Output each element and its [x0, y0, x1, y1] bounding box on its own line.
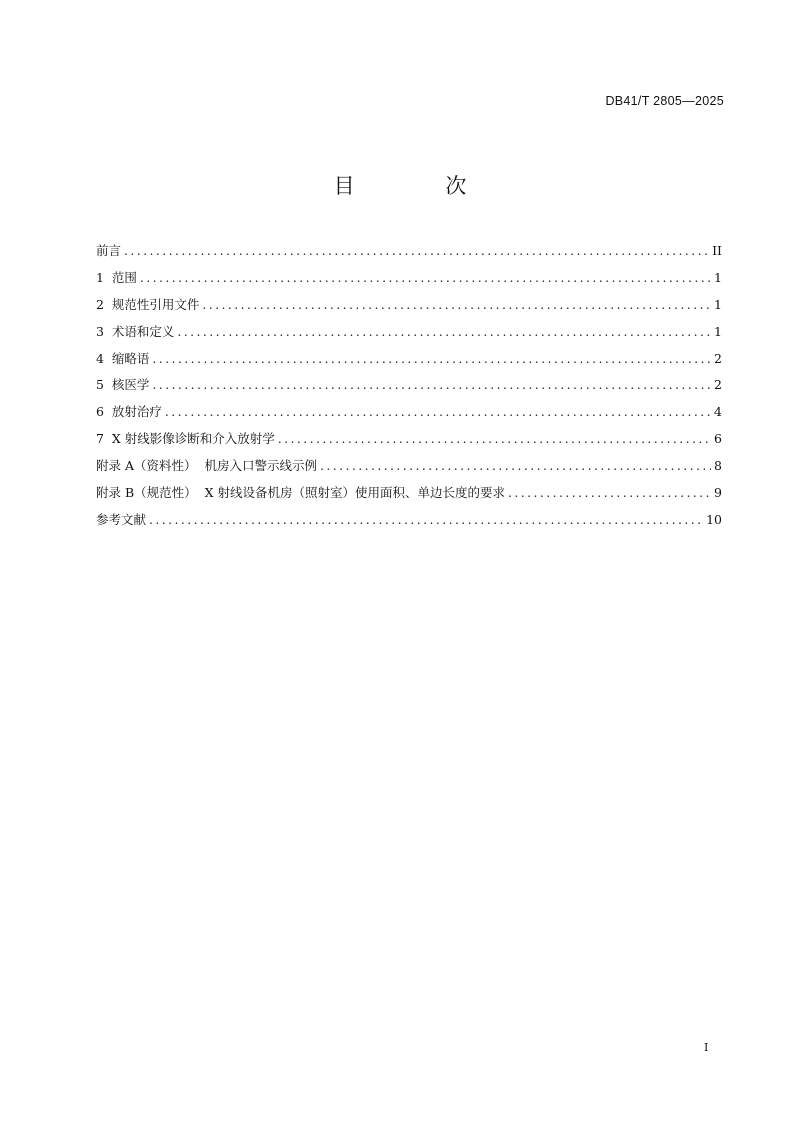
toc-leader-dots	[320, 458, 711, 473]
toc-entry-title: 5 核医学	[96, 377, 150, 393]
toc-entry-radiotherapy[interactable]	[96, 402, 722, 429]
toc-entry-foreword[interactable]	[96, 241, 722, 268]
toc-entry-title: 附录 A（资料性） 机房入口警示线示例	[96, 458, 317, 474]
toc-leader-dots	[152, 351, 711, 366]
page-title: 目 次	[333, 174, 509, 198]
table-of-contents	[96, 241, 722, 537]
page-number: I	[704, 1041, 709, 1054]
toc-entry-annex-b[interactable]	[96, 483, 722, 510]
toc-entry-title: 2 规范性引用文件	[96, 296, 200, 312]
toc-entry-normative-references[interactable]	[96, 295, 722, 322]
toc-entry-terms-definitions[interactable]	[96, 322, 722, 349]
toc-leader-dots	[202, 297, 711, 312]
toc-entry-title: 3 术语和定义	[96, 323, 175, 339]
toc-entry-title: 参考文献	[96, 511, 147, 527]
toc-entry-bibliography[interactable]	[96, 510, 722, 537]
toc-leader-dots	[140, 270, 711, 285]
toc-entry-title: 1 范围	[96, 269, 137, 285]
toc-entry-title: 6 放射治疗	[96, 404, 162, 420]
toc-entry-title: 4 缩略语	[96, 350, 150, 366]
toc-entry-page: 9	[714, 485, 722, 501]
toc-leader-dots	[278, 431, 711, 446]
toc-entry-page: 10	[706, 511, 722, 527]
toc-entry-page: 6	[714, 431, 722, 447]
toc-entry-xray-imaging[interactable]	[96, 429, 722, 456]
toc-entry-nuclear-medicine[interactable]	[96, 375, 722, 402]
document-code: DB41/T 2805—2025	[605, 94, 724, 108]
toc-entry-page: 8	[714, 458, 722, 474]
toc-entry-title: 附录 B（规范性） X 射线设备机房（照射室）使用面积、单边长度的要求	[96, 485, 505, 501]
toc-entry-title: 前言	[96, 243, 122, 258]
toc-entry-page: 1	[714, 269, 722, 285]
toc-entry-page: 1	[714, 323, 722, 339]
toc-entry-page: 4	[714, 404, 722, 420]
toc-entry-page: 2	[714, 350, 722, 366]
toc-leader-dots	[508, 485, 711, 500]
toc-entry-abbreviations[interactable]	[96, 349, 722, 376]
toc-entry-page: 2	[714, 377, 722, 393]
toc-leader-dots	[152, 377, 711, 392]
toc-leader-dots	[165, 404, 711, 419]
toc-leader-dots	[149, 512, 703, 527]
toc-leader-dots	[124, 243, 709, 258]
toc-entry-title: 7 X 射线影像诊断和介入放射学	[96, 431, 275, 447]
toc-entry-scope[interactable]	[96, 268, 722, 295]
toc-entry-annex-a[interactable]	[96, 456, 722, 483]
toc-leader-dots	[177, 324, 711, 339]
toc-entry-page: 1	[714, 296, 722, 312]
toc-entry-page: II	[712, 243, 722, 258]
